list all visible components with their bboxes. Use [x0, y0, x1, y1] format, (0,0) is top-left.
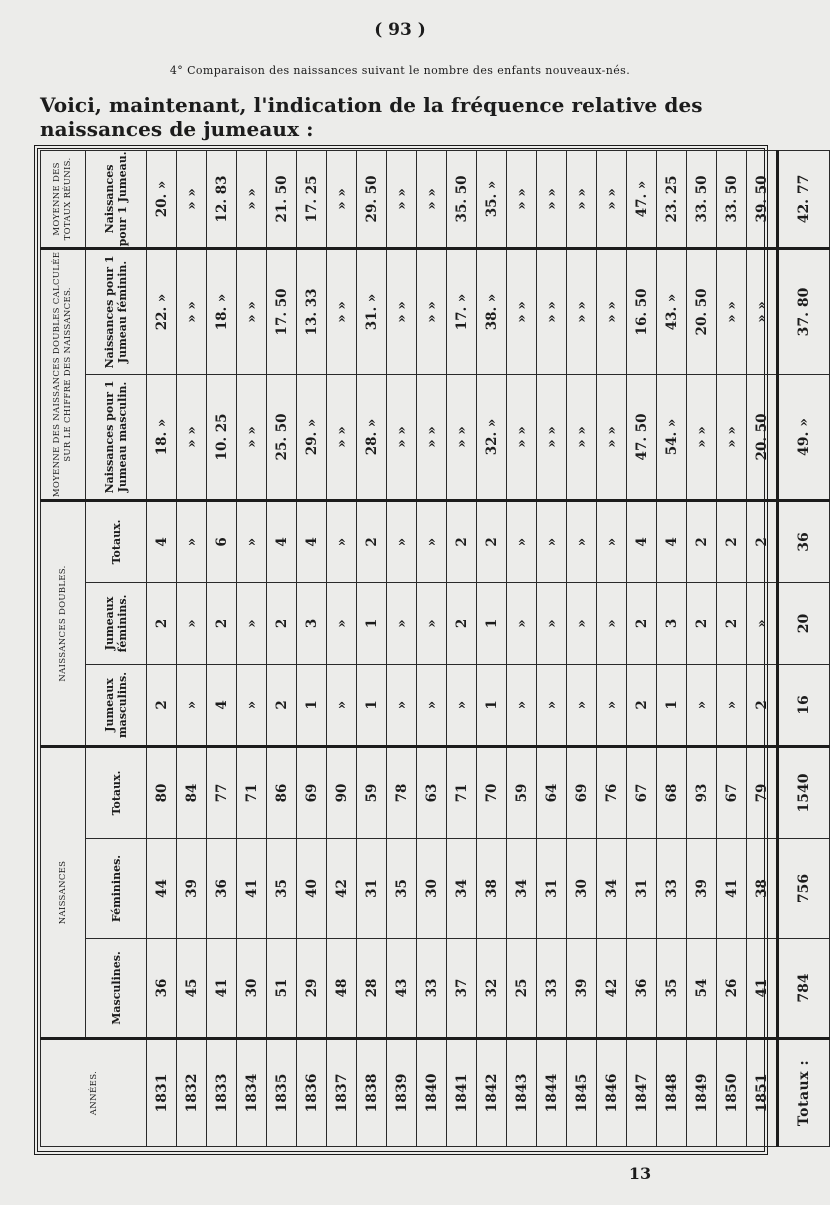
moyenne-masculin-cell: 32. »	[477, 374, 507, 500]
totals-moyenne-masculin: 49. »	[778, 374, 830, 500]
totaux-cell: 70	[477, 746, 507, 838]
jumeaux-feminins-cell: »	[537, 582, 567, 664]
table-row	[717, 150, 747, 1146]
moyenne-feminin-cell: » »	[327, 248, 357, 374]
jumeaux-feminins-cell: »	[747, 582, 778, 664]
moyenne-reunis-cell: » »	[537, 150, 567, 248]
feminines-cell: 31	[627, 839, 657, 939]
doubles-totaux-cell: »	[507, 500, 537, 582]
moyenne-feminin-cell: » »	[237, 248, 267, 374]
feminines-cell: 38	[747, 839, 778, 939]
doubles-totaux-cell: »	[537, 500, 567, 582]
doubles-totaux-cell: »	[327, 500, 357, 582]
jumeaux-feminins-cell: »	[417, 582, 447, 664]
table-row	[507, 150, 537, 1146]
feminines-cell: 39	[177, 839, 207, 939]
table-row	[177, 150, 207, 1146]
moyenne-masculin-cell: 47. 50	[627, 374, 657, 500]
jumeaux-masculins-cell: »	[597, 664, 627, 746]
table-row	[327, 150, 357, 1146]
page-number: ( 93 )	[374, 20, 426, 40]
moyenne-feminin-cell: 17. »	[447, 248, 477, 374]
jumeaux-masculins-cell: 4	[207, 664, 237, 746]
feminines-cell: 44	[147, 839, 177, 939]
jumeaux-feminins-cell: »	[237, 582, 267, 664]
jumeaux-masculins-cell: »	[567, 664, 597, 746]
year-cell: 1832	[177, 1039, 207, 1147]
year-cell: 1849	[687, 1039, 717, 1147]
totals-jumeaux-masculins: 16	[778, 664, 830, 746]
masculines-header: Masculines.	[86, 939, 147, 1039]
jumeaux-masculins-cell: »	[237, 664, 267, 746]
totaux-cell: 80	[147, 746, 177, 838]
rotated-table	[40, 151, 812, 1147]
table-row	[267, 150, 297, 1146]
feminines-cell: 31	[537, 839, 567, 939]
moyenne-feminin-cell: 13. 33	[297, 248, 327, 374]
moyenne-reunis-cell: 21. 50	[267, 150, 297, 248]
feminines-cell: 40	[297, 839, 327, 939]
totals-masculines: 784	[778, 939, 830, 1039]
doubles-totaux-cell: »	[417, 500, 447, 582]
totals-jumeaux-feminins: 20	[778, 582, 830, 664]
year-cell: 1844	[537, 1039, 567, 1147]
year-cell: 1836	[297, 1039, 327, 1147]
jumeaux-feminins-cell: 3	[657, 582, 687, 664]
totaux-cell: 69	[567, 746, 597, 838]
totaux-cell: 78	[387, 746, 417, 838]
masculines-cell: 45	[177, 939, 207, 1039]
table-row	[687, 150, 717, 1146]
totaux-cell: 84	[177, 746, 207, 838]
doubles-totaux-cell: 6	[207, 500, 237, 582]
masculines-cell: 42	[597, 939, 627, 1039]
masculines-cell: 30	[237, 939, 267, 1039]
jumeaux-masculins-cell: »	[447, 664, 477, 746]
totaux-cell: 67	[717, 746, 747, 838]
moyenne-reunis-cell: 35. 50	[447, 150, 477, 248]
jumeaux-feminins-cell: 2	[717, 582, 747, 664]
masculines-cell: 41	[747, 939, 778, 1039]
pour-jumeau-header: Naissances pour 1 Jumeau.	[86, 150, 147, 248]
moyenne-masculin-cell: » »	[567, 374, 597, 500]
moyenne-masculin-cell: » »	[717, 374, 747, 500]
moyenne-reunis-cell: 39. 50	[747, 150, 778, 248]
masculines-cell: 35	[657, 939, 687, 1039]
moyenne-feminin-cell: 43. »	[657, 248, 687, 374]
jumeaux-feminins-cell: 2	[147, 582, 177, 664]
moyenne-feminin-cell: » »	[507, 248, 537, 374]
header-row-columns	[86, 150, 147, 1146]
jumeaux-feminins-cell: »	[327, 582, 357, 664]
jumeaux-feminins-cell: 2	[207, 582, 237, 664]
twin-births-table	[40, 150, 830, 1147]
masculines-cell: 54	[687, 939, 717, 1039]
feminines-cell: 31	[357, 839, 387, 939]
moyenne-feminin-cell: » »	[597, 248, 627, 374]
jumeaux-feminins-cell: 2	[627, 582, 657, 664]
masculines-cell: 29	[297, 939, 327, 1039]
table-row	[747, 150, 778, 1146]
masculines-cell: 48	[327, 939, 357, 1039]
moyenne-reunis-cell: 35. »	[477, 150, 507, 248]
year-cell: 1847	[627, 1039, 657, 1147]
jumeaux-masculins-cell: »	[687, 664, 717, 746]
moyenne-feminin-cell: 20. 50	[687, 248, 717, 374]
moyenne-masculin-cell: » »	[597, 374, 627, 500]
doubles-totaux-cell: 4	[657, 500, 687, 582]
table-row	[207, 150, 237, 1146]
doubles-totaux-cell: 4	[627, 500, 657, 582]
jumeaux-masculins-cell: »	[507, 664, 537, 746]
jumeaux-feminins-cell: 2	[447, 582, 477, 664]
totaux-cell: 64	[537, 746, 567, 838]
totals-label: Totaux :	[778, 1039, 830, 1147]
moyenne-masculin-cell: 20. 50	[747, 374, 778, 500]
masculines-cell: 33	[417, 939, 447, 1039]
doubles-totaux-header: Totaux.	[86, 500, 147, 582]
moyenne-feminin-cell: 18. »	[207, 248, 237, 374]
doubles-totaux-cell: 4	[297, 500, 327, 582]
masculines-cell: 41	[207, 939, 237, 1039]
header-row-groups	[41, 150, 86, 1146]
moyenne-masculin-cell: » »	[537, 374, 567, 500]
doubles-totaux-cell: 2	[477, 500, 507, 582]
moyenne-feminin-cell: » »	[537, 248, 567, 374]
totaux-header: Totaux.	[86, 746, 147, 838]
masculines-cell: 43	[387, 939, 417, 1039]
years-header: ANNÉES.	[41, 1039, 147, 1147]
rotated-table-viewport	[40, 151, 812, 1147]
table-row	[237, 150, 267, 1146]
table-body	[147, 150, 830, 1146]
moyenne-feminin-cell: » »	[567, 248, 597, 374]
jumeaux-feminins-cell: 1	[357, 582, 387, 664]
totaux-cell: 63	[417, 746, 447, 838]
moyenne-masculin-cell: 28. »	[357, 374, 387, 500]
masculines-cell: 39	[567, 939, 597, 1039]
totaux-cell: 79	[747, 746, 778, 838]
totaux-cell: 77	[207, 746, 237, 838]
masculines-cell: 28	[357, 939, 387, 1039]
totaux-cell: 76	[597, 746, 627, 838]
jumeaux-feminins-cell: 2	[267, 582, 297, 664]
moyenne-feminin-cell: 22. »	[147, 248, 177, 374]
moyenne-masculin-cell: » »	[327, 374, 357, 500]
year-cell: 1831	[147, 1039, 177, 1147]
table-row	[147, 150, 177, 1146]
pour-jumeau-masculin-header: Naissances pour 1 Jumeau masculin.	[86, 374, 147, 500]
totaux-cell: 69	[297, 746, 327, 838]
moyenne-reunis-cell: » »	[387, 150, 417, 248]
totaux-cell: 93	[687, 746, 717, 838]
moyenne-feminin-cell: 31. »	[357, 248, 387, 374]
jumeaux-feminins-cell: 1	[477, 582, 507, 664]
year-cell: 1850	[717, 1039, 747, 1147]
moyenne-feminin-cell: 16. 50	[627, 248, 657, 374]
year-cell: 1848	[657, 1039, 687, 1147]
jumeaux-feminins-cell: »	[387, 582, 417, 664]
year-cell: 1835	[267, 1039, 297, 1147]
jumeaux-masculins-cell: 2	[267, 664, 297, 746]
totals-doubles-totaux: 36	[778, 500, 830, 582]
table-row	[537, 150, 567, 1146]
moyenne-reunis-cell: 33. 50	[717, 150, 747, 248]
doubles-totaux-cell: »	[177, 500, 207, 582]
year-cell: 1840	[417, 1039, 447, 1147]
moyenne-doubles-header: MOYENNE DES NAISSANCES DOUBLES CALCULÉE SUR LE CHIFFRE DES NAISSANCES.	[41, 248, 86, 500]
year-cell: 1834	[237, 1039, 267, 1147]
jumeaux-masculins-cell: »	[417, 664, 447, 746]
jumeaux-masculins-cell: 2	[627, 664, 657, 746]
masculines-cell: 37	[447, 939, 477, 1039]
masculines-cell: 25	[507, 939, 537, 1039]
year-cell: 1851	[747, 1039, 778, 1147]
moyenne-feminin-cell: » »	[387, 248, 417, 374]
totals-moyenne-reunis: 42. 77	[778, 150, 830, 248]
feminines-cell: 35	[267, 839, 297, 939]
moyenne-reunis-cell: 33. 50	[687, 150, 717, 248]
moyenne-reunis-cell: » »	[327, 150, 357, 248]
jumeaux-masculins-cell: »	[717, 664, 747, 746]
jumeaux-feminins-cell: »	[507, 582, 537, 664]
moyenne-reunis-cell: 17. 25	[297, 150, 327, 248]
moyenne-reunis-cell: 12. 83	[207, 150, 237, 248]
jumeaux-masculins-cell: 1	[357, 664, 387, 746]
feminines-cell: 38	[477, 839, 507, 939]
totaux-cell: 59	[357, 746, 387, 838]
year-cell: 1841	[447, 1039, 477, 1147]
table-row	[297, 150, 327, 1146]
feminines-cell: 30	[417, 839, 447, 939]
moyenne-feminin-cell: » »	[747, 248, 778, 374]
jumeaux-masculins-cell: 1	[657, 664, 687, 746]
moyenne-reunis-cell: 20. »	[147, 150, 177, 248]
table-row	[417, 150, 447, 1146]
year-cell: 1837	[327, 1039, 357, 1147]
moyenne-reunis-cell: 47. »	[627, 150, 657, 248]
jumeaux-masculins-cell: 1	[297, 664, 327, 746]
table-row	[657, 150, 687, 1146]
moyenne-totaux-header: MOYENNE DES TOTAUX RÉUNIS.	[41, 150, 86, 248]
moyenne-masculin-cell: » »	[177, 374, 207, 500]
moyenne-reunis-cell: 23. 25	[657, 150, 687, 248]
doubles-totaux-cell: »	[597, 500, 627, 582]
moyenne-reunis-cell: » »	[417, 150, 447, 248]
pour-jumeau-feminin-header: Naissances pour 1 Jumeau féminin.	[86, 248, 147, 374]
table-row	[627, 150, 657, 1146]
jumeaux-feminins-cell: »	[567, 582, 597, 664]
moyenne-reunis-cell: 29. 50	[357, 150, 387, 248]
jumeaux-masculins-cell: »	[327, 664, 357, 746]
doubles-totaux-cell: »	[567, 500, 597, 582]
table-row	[597, 150, 627, 1146]
moyenne-reunis-cell: » »	[567, 150, 597, 248]
feminines-cell: 42	[327, 839, 357, 939]
year-cell: 1842	[477, 1039, 507, 1147]
jumeaux-feminins-cell: »	[177, 582, 207, 664]
doubles-totaux-cell: 2	[687, 500, 717, 582]
masculines-cell: 36	[147, 939, 177, 1039]
moyenne-masculin-cell: » »	[687, 374, 717, 500]
jumeaux-masculins-cell: 2	[147, 664, 177, 746]
doubles-totaux-cell: 2	[747, 500, 778, 582]
jumeaux-masculins-header: Jumeaux masculins.	[86, 664, 147, 746]
moyenne-reunis-cell: » »	[177, 150, 207, 248]
table-row	[447, 150, 477, 1146]
jumeaux-masculins-cell: »	[177, 664, 207, 746]
jumeaux-feminins-cell: »	[597, 582, 627, 664]
totaux-cell: 71	[447, 746, 477, 838]
year-cell: 1838	[357, 1039, 387, 1147]
moyenne-feminin-cell: 17. 50	[267, 248, 297, 374]
year-cell: 1833	[207, 1039, 237, 1147]
moyenne-feminin-cell: » »	[177, 248, 207, 374]
jumeaux-masculins-cell: »	[387, 664, 417, 746]
moyenne-feminin-cell: » »	[417, 248, 447, 374]
doubles-totaux-cell: »	[237, 500, 267, 582]
moyenne-masculin-cell: 54. »	[657, 374, 687, 500]
signature-number: 13	[628, 1164, 652, 1183]
masculines-cell: 26	[717, 939, 747, 1039]
moyenne-masculin-cell: » »	[507, 374, 537, 500]
naissances-header: NAISSANCES	[41, 746, 86, 1038]
moyenne-masculin-cell: 25. 50	[267, 374, 297, 500]
masculines-cell: 51	[267, 939, 297, 1039]
doubles-totaux-cell: 2	[447, 500, 477, 582]
doubles-totaux-cell: »	[387, 500, 417, 582]
table-row	[387, 150, 417, 1146]
jumeaux-feminins-cell: 2	[687, 582, 717, 664]
doubles-totaux-cell: 2	[357, 500, 387, 582]
feminines-cell: 41	[717, 839, 747, 939]
twin-births-table-frame	[34, 145, 812, 1155]
jumeaux-feminins-header: Jumeaux féminins.	[86, 582, 147, 664]
masculines-cell: 33	[537, 939, 567, 1039]
totaux-cell: 86	[267, 746, 297, 838]
totals-feminines: 756	[778, 839, 830, 939]
feminines-cell: 35	[387, 839, 417, 939]
jumeaux-feminins-cell: 3	[297, 582, 327, 664]
feminines-cell: 30	[567, 839, 597, 939]
table-row	[567, 150, 597, 1146]
year-cell: 1839	[387, 1039, 417, 1147]
feminines-cell: 39	[687, 839, 717, 939]
section-heading: 4° Comparaison des naissances suivant le nombre des enfants nouveaux-nés.	[169, 64, 631, 77]
moyenne-feminin-cell: 38. »	[477, 248, 507, 374]
moyenne-feminin-cell: » »	[717, 248, 747, 374]
intro-text: Voici, maintenant, l'indication de la fréquence relative des naissances de jumeaux :	[40, 93, 703, 141]
feminines-header: Féminines.	[86, 839, 147, 939]
totals-moyenne-feminin: 37. 80	[778, 248, 830, 374]
doubles-totaux-cell: 4	[147, 500, 177, 582]
moyenne-masculin-cell: » »	[417, 374, 447, 500]
moyenne-masculin-cell: 10. 25	[207, 374, 237, 500]
moyenne-masculin-cell: » »	[447, 374, 477, 500]
moyenne-masculin-cell: » »	[237, 374, 267, 500]
doubles-totaux-cell: 4	[267, 500, 297, 582]
doubles-header: NAISSANCES DOUBLES.	[41, 500, 86, 746]
totaux-cell: 67	[627, 746, 657, 838]
masculines-cell: 32	[477, 939, 507, 1039]
feminines-cell: 41	[237, 839, 267, 939]
feminines-cell: 34	[447, 839, 477, 939]
table-row	[477, 150, 507, 1146]
moyenne-reunis-cell: » »	[507, 150, 537, 248]
year-cell: 1846	[597, 1039, 627, 1147]
doubles-totaux-cell: 2	[717, 500, 747, 582]
moyenne-masculin-cell: » »	[387, 374, 417, 500]
totaux-cell: 90	[327, 746, 357, 838]
moyenne-reunis-cell: » »	[237, 150, 267, 248]
jumeaux-masculins-cell: »	[537, 664, 567, 746]
moyenne-masculin-cell: 29. »	[297, 374, 327, 500]
year-cell: 1845	[567, 1039, 597, 1147]
moyenne-masculin-cell: 18. »	[147, 374, 177, 500]
masculines-cell: 36	[627, 939, 657, 1039]
year-cell: 1843	[507, 1039, 537, 1147]
jumeaux-masculins-cell: 2	[747, 664, 778, 746]
totaux-cell: 71	[237, 746, 267, 838]
totals-totaux: 1540	[778, 746, 830, 838]
feminines-cell: 36	[207, 839, 237, 939]
feminines-cell: 33	[657, 839, 687, 939]
feminines-cell: 34	[597, 839, 627, 939]
totals-row	[778, 150, 830, 1146]
table-row	[357, 150, 387, 1146]
totaux-cell: 68	[657, 746, 687, 838]
totaux-cell: 59	[507, 746, 537, 838]
feminines-cell: 34	[507, 839, 537, 939]
jumeaux-masculins-cell: 1	[477, 664, 507, 746]
moyenne-reunis-cell: » »	[597, 150, 627, 248]
